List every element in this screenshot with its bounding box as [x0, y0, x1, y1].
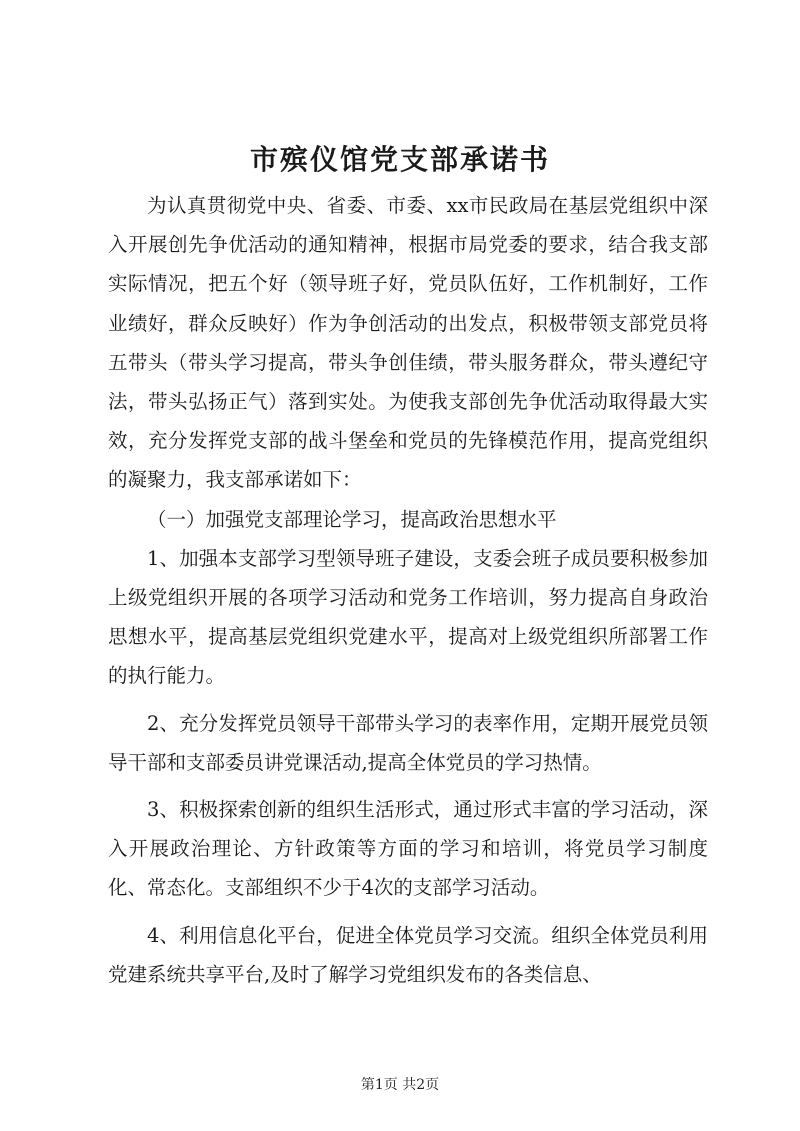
- page-footer: 第1页 共2页: [360, 1077, 440, 1093]
- document-body: [108, 186, 708, 994]
- list-item: 2、充分发挥党员领导干部带头学习的表率作用，定期开展党员领导干部和支部委员讲党课活动,提高全体党员的学习热情。: [108, 711, 708, 774]
- section-heading: （一）加强党支部理论学习，提高政治思想水平: [147, 507, 557, 531]
- list-item: 4、利用信息化平台，促进全体党员学习交流。组织全体党员利用党建系统共享平台,及时了解学习党组织发布的各类信息、: [108, 923, 708, 986]
- page-title: 市殡仪馆党支部承诺书: [249, 143, 550, 176]
- list-item: 1、加强本支部学习型领导班子建设，支委会班子成员要积极参加上级党组织开展的各项学习活动和党务工作培训，努力提高自身政治思想水平，提高基层党组织党建水平，提高对上级党组织所部署工作的执行能力。: [108, 546, 708, 688]
- intro-paragraph: 为认真贯彻党中央、省委、市委、xx市民政局在基层党组织中深入开展创先争优活动的通知精神，根据市局党委的要求，结合我支部实际情况，把五个好（领导班子好，党员队伍好，工作机制好，工作业绩好，群众反映好）作为争创活动的出发点，积极带领支部党员将五带头（带头学习提高，带头争创佳绩，带头服务群众，带头遵纪守法，带头弘扬正气）落到实处。为使我支部创先争优活动取得最大实效，充分发挥党支部的战斗堡垒和党员的先锋模范作用，提高党组织的凝聚力，我支部承诺如下：: [108, 194, 708, 492]
- list-item: 3、积极探索创新的组织生活形式，通过形式丰富的学习活动，深入开展政治理论、方针政策等方面的学习和培训，将党员学习制度化、常态化。支部组织不少于4次的支部学习活动。: [108, 798, 708, 900]
